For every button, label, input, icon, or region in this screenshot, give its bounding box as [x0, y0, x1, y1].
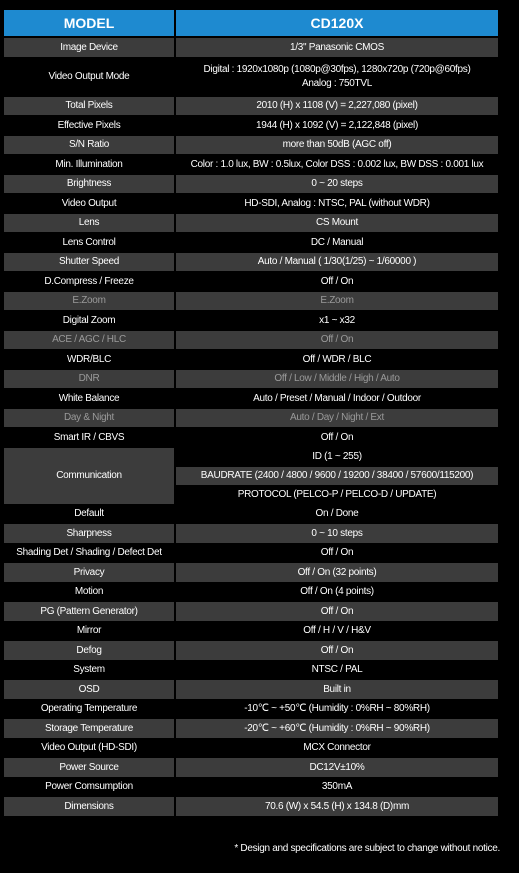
spec-row: [4, 136, 498, 155]
spec-value-line: Off / On (4 points): [300, 586, 374, 597]
spec-value-line: Off / On: [320, 334, 354, 345]
spec-value-line: Off / H / V / H&V: [303, 625, 371, 636]
spec-row: [4, 563, 498, 582]
communication-values: [176, 448, 498, 504]
spec-value: [176, 38, 498, 57]
spec-value: [176, 719, 498, 738]
spec-row: [4, 544, 498, 563]
spec-value: [176, 544, 498, 563]
spec-value: [176, 758, 498, 777]
model-header: MODEL: [4, 10, 174, 36]
spec-value-line: Auto / Preset / Manual / Indoor / Outdoor: [253, 392, 421, 404]
spec-row: [4, 680, 498, 699]
spec-value-line: -20℃ ~ +60℃ (Humidity : 0%RH ~ 90%RH): [244, 722, 430, 734]
spec-row: [4, 641, 498, 660]
spec-value-line: more than 50dB (AGC off): [282, 139, 392, 150]
spec-label: Image Device: [4, 38, 174, 57]
spec-label: Motion: [4, 583, 174, 602]
spec-value-line: Off / On: [320, 275, 354, 287]
spec-label: Operating Temperature: [4, 700, 174, 719]
spec-row: [4, 797, 498, 816]
spec-value: [176, 602, 498, 621]
spec-label: Shading Det / Shading / Defect Det: [4, 544, 174, 563]
spec-value: [176, 214, 498, 233]
spec-row: [4, 253, 498, 272]
spec-value: [176, 700, 498, 719]
communication-value: ID (1 ~ 255): [176, 448, 498, 466]
spec-row: [4, 524, 498, 543]
spec-row: [4, 505, 498, 524]
spec-value-line: Off / WDR / BLC: [302, 353, 372, 365]
spec-value: [176, 409, 498, 428]
spec-value: [176, 350, 498, 369]
spec-row: [4, 758, 498, 777]
spec-value: [176, 253, 498, 272]
spec-row: [4, 175, 498, 194]
spec-value: [176, 155, 498, 174]
spec-label: White Balance: [4, 389, 174, 408]
spec-row: [4, 214, 498, 233]
spec-value-line: On / Done: [315, 508, 359, 519]
spec-value-line: 70.6 (W) x 54.5 (H) x 134.8 (D)mm: [264, 800, 410, 812]
spec-value: [176, 331, 498, 350]
spec-label: DNR: [4, 370, 174, 389]
spec-value-line: Built in: [323, 683, 351, 695]
spec-value: [176, 797, 498, 816]
footnote: * Design and specifications are subject to change without notice.: [234, 843, 500, 854]
spec-label: OSD: [4, 680, 174, 699]
spec-label: Shutter Speed: [4, 253, 174, 272]
spec-row: [4, 602, 498, 621]
spec-label: Communication: [4, 448, 174, 504]
spec-value-line: Color : 1.0 lux, BW : 0.5lux, Color DSS : 0.002 lux, BW DSS : 0.001 lux: [190, 158, 484, 170]
spec-value-line: 2010 (H) x 1108 (V) = 2,227,080 (pixel): [256, 100, 418, 111]
spec-row: [4, 38, 498, 57]
spec-label: WDR/BLC: [4, 350, 174, 369]
spec-value: [176, 641, 498, 660]
spec-row: [4, 739, 498, 758]
spec-row: [4, 292, 498, 311]
spec-row: [4, 272, 498, 291]
spec-table: [4, 38, 498, 817]
spec-value: [176, 58, 498, 96]
spec-label: Privacy: [4, 563, 174, 582]
spec-value: [176, 583, 498, 602]
spec-value: [176, 116, 498, 135]
spec-value: [176, 739, 498, 758]
spec-value: [176, 778, 498, 797]
spec-label: Sharpness: [4, 524, 174, 543]
spec-value: [176, 505, 498, 524]
spec-value: [176, 136, 498, 155]
spec-value-line: DC / Manual: [310, 236, 364, 248]
spec-value-line: Digital : 1920x1080p (1080p@30fps), 1280x720p (720p@60fps): [203, 64, 471, 75]
spec-value: [176, 661, 498, 680]
spec-label: Smart IR / CBVS: [4, 428, 174, 447]
spec-label: Digital Zoom: [4, 311, 174, 330]
spec-value-line: 0 ~ 20 steps: [311, 178, 363, 189]
spec-value-line: Off / On: [320, 547, 354, 558]
spec-row: [4, 778, 498, 797]
spec-value-line: -10℃ ~ +50℃ (Humidity : 0%RH ~ 80%RH): [244, 703, 430, 714]
spec-label: ACE / AGC / HLC: [4, 331, 174, 350]
spec-label: Min. Illumination: [4, 155, 174, 174]
spec-value-line: NTSC / PAL: [311, 664, 363, 675]
spec-label: Power Source: [4, 758, 174, 777]
spec-value-line: DC12V±10%: [309, 761, 365, 773]
spec-label: Video Output Mode: [4, 58, 174, 96]
spec-value-line: Auto / Day / Night / Ext: [290, 412, 384, 423]
spec-row: [4, 700, 498, 719]
spec-value: [176, 680, 498, 699]
spec-value: [176, 175, 498, 194]
spec-label: E.Zoom: [4, 292, 174, 311]
spec-value: [176, 389, 498, 408]
spec-value-line: MCX Connector: [303, 742, 371, 753]
spec-label: Power Comsumption: [4, 778, 174, 797]
spec-row: [4, 97, 498, 116]
spec-row: [4, 409, 498, 428]
spec-value: [176, 311, 498, 330]
model-name-header: CD120X: [176, 10, 498, 36]
spec-value-line: Auto / Manual ( 1/30(1/25) ~ 1/60000 ): [257, 256, 417, 267]
spec-value-line: 1944 (H) x 1092 (V) = 2,122,848 (pixel): [255, 119, 418, 131]
communication-row: [4, 448, 498, 504]
spec-value-line: 0 ~ 10 steps: [311, 527, 363, 539]
spec-label: Storage Temperature: [4, 719, 174, 738]
spec-row: [4, 116, 498, 135]
spec-value: [176, 97, 498, 116]
spec-value: [176, 272, 498, 291]
spec-label: Video Output (HD-SDI): [4, 739, 174, 758]
spec-label: S/N Ratio: [4, 136, 174, 155]
spec-value-line: 1/3" Panasonic CMOS: [289, 41, 384, 53]
spec-label: Brightness: [4, 175, 174, 194]
spec-value-line: Off / Low / Middle / High / Auto: [274, 373, 400, 384]
spec-row: [4, 370, 498, 389]
spec-row: [4, 428, 498, 447]
spec-label: Day & Night: [4, 409, 174, 428]
spec-label: Lens: [4, 214, 174, 233]
spec-value-line: Off / On: [320, 605, 354, 617]
spec-value: [176, 292, 498, 311]
communication-value: PROTOCOL (PELCO-P / PELCO-D / UPDATE): [176, 486, 498, 504]
spec-label: System: [4, 661, 174, 680]
spec-label: Defog: [4, 641, 174, 660]
spec-row: [4, 622, 498, 641]
spec-row: [4, 155, 498, 174]
spec-row: [4, 719, 498, 738]
spec-label: Lens Control: [4, 233, 174, 252]
spec-label: Dimensions: [4, 797, 174, 816]
spec-value-line: x1 ~ x32: [319, 314, 355, 326]
spec-value: [176, 563, 498, 582]
spec-value-line: HD-SDI, Analog : NTSC, PAL (without WDR): [244, 197, 430, 209]
spec-label: D.Compress / Freeze: [4, 272, 174, 291]
spec-value: [176, 194, 498, 213]
spec-row: [4, 661, 498, 680]
spec-value: [176, 233, 498, 252]
spec-label: Default: [4, 505, 174, 524]
spec-label: Mirror: [4, 622, 174, 641]
spec-row: [4, 194, 498, 213]
spec-value-line: Off / On: [320, 431, 354, 443]
spec-row: [4, 583, 498, 602]
spec-table-header: [4, 10, 498, 36]
spec-value-line: E.Zoom: [320, 295, 354, 306]
spec-value: [176, 428, 498, 447]
communication-value: BAUDRATE (2400 / 4800 / 9600 / 19200 / 38400 / 57600/115200): [176, 467, 498, 485]
spec-label: Video Output: [4, 194, 174, 213]
spec-value: [176, 370, 498, 389]
spec-row: [4, 311, 498, 330]
spec-value-line: Off / On: [320, 644, 354, 656]
spec-label: Total Pixels: [4, 97, 174, 116]
spec-row: [4, 58, 498, 96]
spec-value: [176, 622, 498, 641]
spec-value-line: 350mA: [321, 781, 353, 792]
spec-label: Effective Pixels: [4, 116, 174, 135]
spec-value-line: CS Mount: [315, 217, 359, 228]
spec-value: [176, 524, 498, 543]
spec-row: [4, 331, 498, 350]
spec-row: [4, 350, 498, 369]
spec-label: PG (Pattern Generator): [4, 602, 174, 621]
spec-row: [4, 389, 498, 408]
spec-row: [4, 233, 498, 252]
spec-value-line: Analog : 750TVL: [302, 77, 372, 89]
spec-value-line: Off / On (32 points): [297, 566, 377, 578]
